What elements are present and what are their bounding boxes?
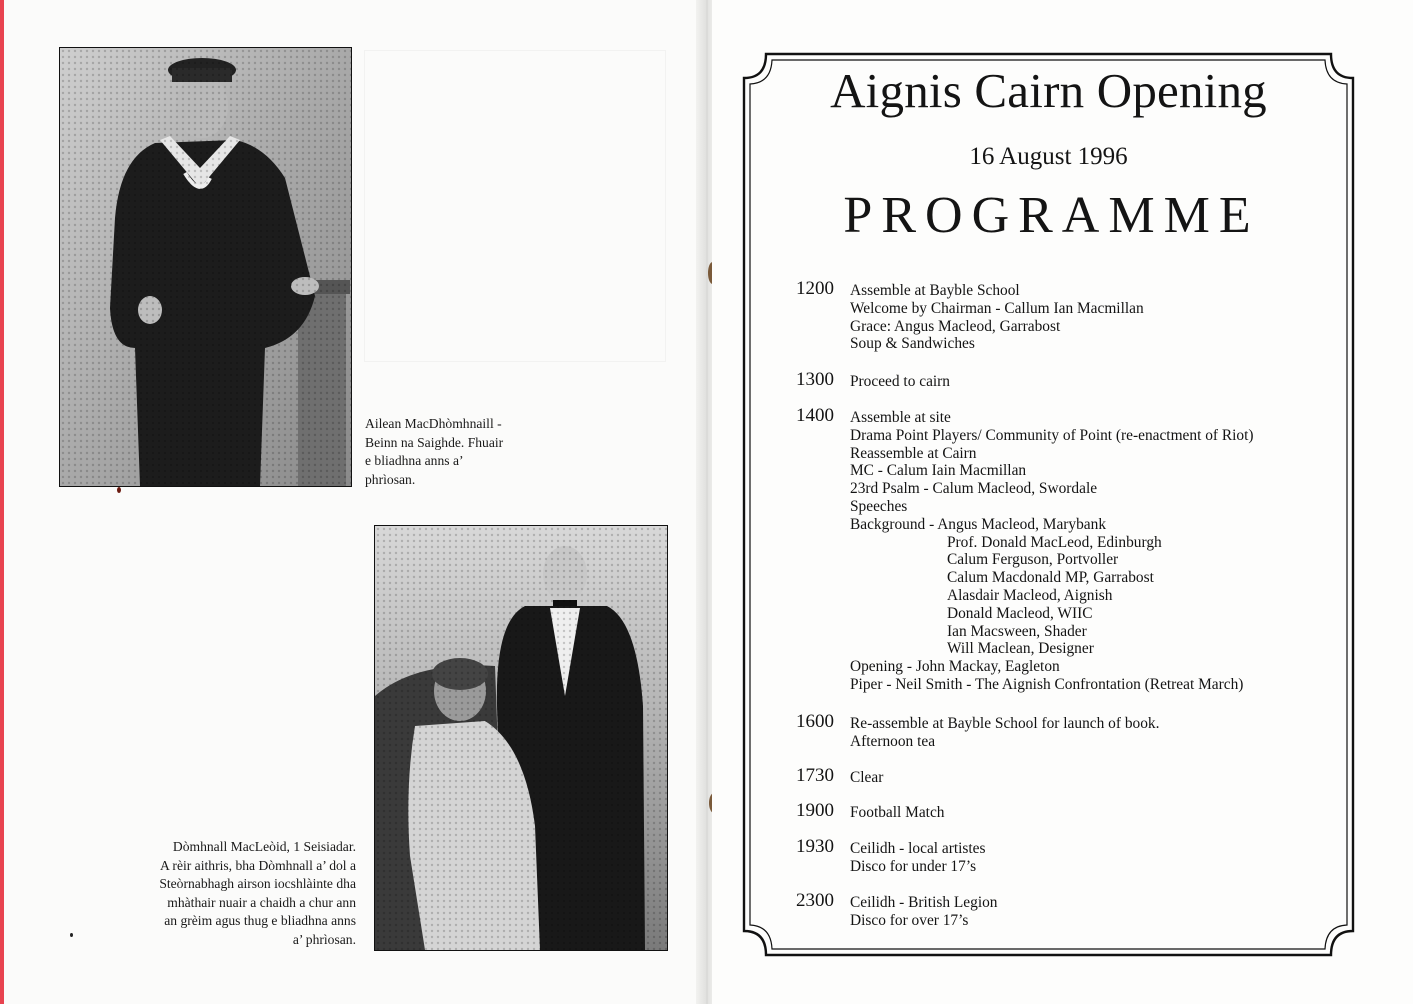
entry-line: Disco for over 17’s (850, 911, 969, 929)
speaker-line: Ian Macsween, Shader (947, 622, 1087, 640)
entry-time: 1300 (796, 369, 834, 390)
entry-line: Grace: Angus Macleod, Garrabost (850, 317, 1061, 335)
speaker-line: Calum Ferguson, Portvoller (947, 551, 1119, 569)
entry-time: 1730 (796, 765, 834, 786)
caption-line: A rèir aithris, bha Dòmhnall a’ dol a (159, 857, 356, 873)
caption-line: Beinn na Saighde. Fhuair (365, 434, 504, 450)
entry-time: 1930 (796, 836, 834, 857)
ink-speck (70, 933, 73, 937)
caption-line: Dòmhnall MacLeòid, 1 Seisiadar. (172, 839, 356, 854)
entry-line: Clear (850, 769, 884, 786)
speaker-line: Alasdair Macleod, Aignish (947, 586, 1113, 604)
entry-line: MC - Calum Iain Macmillan (850, 462, 1027, 480)
entry-time: 1900 (796, 800, 834, 821)
photo-couple-portrait (374, 525, 668, 951)
entry-time: 1600 (796, 711, 834, 732)
entry-time: 2300 (796, 890, 834, 911)
event-date: 16 August 1996 (969, 143, 1128, 170)
speaker-line: Prof. Donald MacLeod, Edinburgh (947, 533, 1162, 551)
entry-line: Proceed to cairn (850, 373, 950, 390)
entry-line: Soup & Sandwiches (850, 335, 975, 353)
entry-line: Speeches (850, 497, 908, 515)
entry-time: 1200 (796, 278, 834, 299)
speaker-line: Will Maclean, Designer (947, 640, 1094, 658)
caption-line: an grèim agus thug e bliadhna anns (164, 913, 356, 928)
speaker-line: Donald Macleod, WIIC (947, 604, 1093, 622)
caption-line: e bliadhna anns a’ (365, 453, 464, 468)
entry-line: Ceilidh - local artistes (850, 840, 986, 857)
page-title: Aignis Cairn Opening (830, 63, 1267, 118)
entry-line: Welcome by Chairman - Callum Ian Macmillan (850, 299, 1144, 317)
entry-line: Opening - John Mackay, Eagleton (850, 658, 1060, 676)
caption-sailor (365, 415, 535, 489)
caption-line: phrìosan. (365, 471, 416, 487)
entry-line: Assemble at Bayble School (850, 282, 1020, 299)
entry-line: Piper - Neil Smith - The Aignish Confrontation (Retreat March) (850, 675, 1244, 693)
entry-line: Reassemble at Cairn (850, 444, 977, 462)
caption-line: Steòrnabhagh airson iocshlàinte dha (159, 876, 356, 891)
entry-line: Disco for under 17’s (850, 857, 977, 875)
entry-line: Assemble at site (850, 409, 951, 426)
caption-line: a’ phrìosan. (292, 931, 356, 947)
speaker-line: Calum Macdonald MP, Garrabost (947, 569, 1154, 587)
ink-speck (117, 487, 121, 493)
entry-line: Afternoon tea (850, 732, 936, 750)
caption-couple (120, 838, 356, 949)
show-through-shadow (364, 50, 666, 362)
caption-line: Ailean MacDhòmhnaill - (365, 416, 502, 431)
entry-line: Background - Angus Macleod, Marybank (850, 515, 1107, 533)
entry-line: Drama Point Players/ Community of Point (re-enactment of Riot) (850, 426, 1254, 444)
entry-line: Ceilidh - British Legion (850, 894, 998, 911)
caption-line: mhàthair nuair a chaidh a chur ann (167, 894, 356, 910)
photo-sailor-portrait (59, 47, 352, 487)
entry-line: Football Match (850, 804, 945, 821)
programme-heading: PROGRAMME (843, 187, 1260, 244)
entry-line: 23rd Psalm - Calum Macleod, Swordale (850, 480, 1098, 498)
entry-time: 1400 (796, 405, 834, 426)
entry-line: Re-assemble at Bayble School for launch of book. (850, 715, 1160, 732)
